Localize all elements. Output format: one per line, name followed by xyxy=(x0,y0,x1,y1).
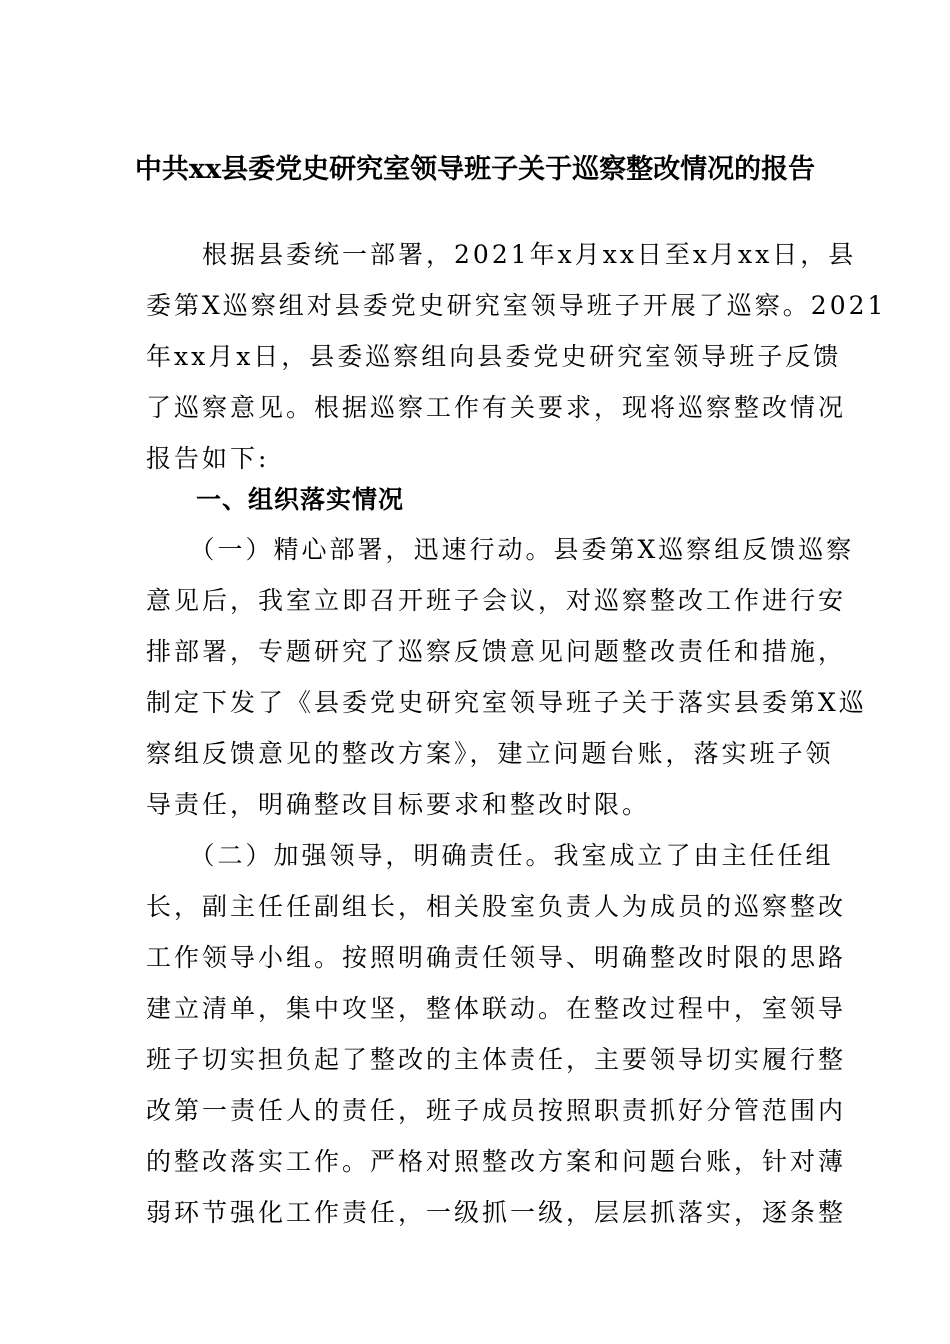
intro-line: 委第X巡察组对县委党史研究室领导班子开展了巡察。2021 xyxy=(146,291,887,320)
paragraph-deployment xyxy=(146,524,867,830)
paragraph-line: 制定下发了《县委党史研究室领导班子关于落实县委第X巡 xyxy=(146,688,867,717)
paragraph-line: 工作领导小组。按照明确责任领导、明确整改时限的思路 xyxy=(146,943,847,972)
paragraph-line: 建立清单，集中攻坚，整体联动。在整改过程中，室领导 xyxy=(146,994,847,1023)
document-title: 中共xx县委党史研究室领导班子关于巡察整改情况的报告 xyxy=(134,154,816,185)
paragraph-line: 导责任，明确整改目标要求和整改时限。 xyxy=(146,790,651,819)
paragraph-line: 察组反馈意见的整改方案》，建立问题台账，落实班子领 xyxy=(146,739,834,768)
paragraph-line: 长，副主任任副组长，相关股室负责人为成员的巡察整改 xyxy=(146,892,847,921)
paragraph-leadership xyxy=(146,830,847,1238)
paragraph-line: （一）精心部署，迅速行动。县委第X巡察组反馈巡察 xyxy=(146,535,855,564)
intro-paragraph xyxy=(146,229,887,484)
paragraph-line: 的整改落实工作。严格对照整改方案和问题台账，针对薄 xyxy=(146,1147,847,1176)
intro-line: 年xx月x日，县委巡察组向县委党史研究室领导班子反馈 xyxy=(146,342,842,371)
intro-line: 了巡察意见。根据巡察工作有关要求，现将巡察整改情况 xyxy=(146,393,847,422)
paragraph-line: 弱环节强化工作责任，一级抓一级，层层抓落实，逐条整 xyxy=(146,1198,847,1227)
paragraph-line: 班子切实担负起了整改的主体责任，主要领导切实履行整 xyxy=(146,1045,847,1074)
section-heading: 一、组织落实情况 xyxy=(196,485,405,514)
intro-line: 报告如下: xyxy=(146,444,270,473)
paragraph-line: （二）加强领导，明确责任。我室成立了由主任任组 xyxy=(146,841,834,870)
intro-line: 根据县委统一部署，2021年x月xx日至x月xx日，县 xyxy=(146,240,857,269)
paragraph-line: 意见后，我室立即召开班子会议，对巡察整改工作进行安 xyxy=(146,586,847,615)
paragraph-line: 改第一责任人的责任，班子成员按照职责抓好分管范围内 xyxy=(146,1096,847,1125)
paragraph-line: 排部署，专题研究了巡察反馈意见问题整改责任和措施， xyxy=(146,637,847,666)
